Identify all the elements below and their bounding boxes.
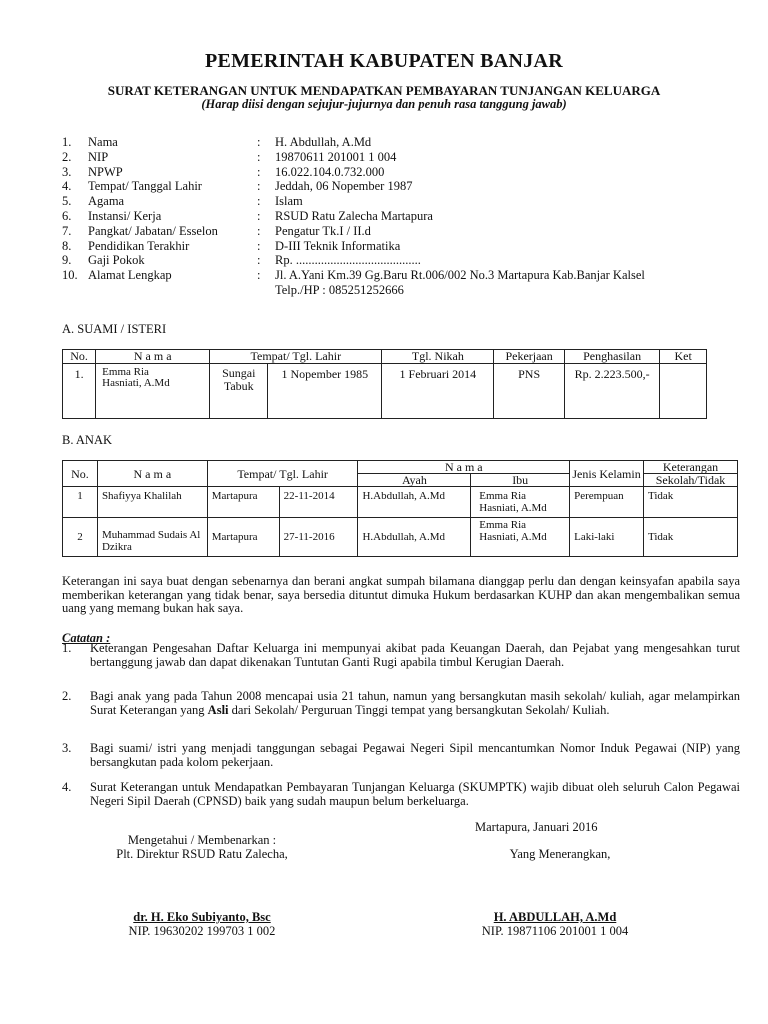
note-3: 3. Bagi suami/ istri yang menjadi tanggungan sebagai Pegawai Negeri Sipil mencantumkan Nomor Induk Pegawai (NIP) yang bersangkutan pada kolom pekerjaan. — [62, 741, 740, 769]
note-4: 4. Surat Keterangan untuk Mendapatkan Pembayaran Tunjangan Keluarga (SKUMPTK) wajib dibuat oleh seluruh Calon Pegawai Negeri Sipil Daerah (CPNSD) baik yang sudah maupun belum berkeluarga. — [62, 780, 740, 808]
left-name: dr. H. Eko Subiyanto, Bsc — [133, 910, 271, 924]
info-row-institution: 6. Instansi/ Kerja : RSUD Ratu Zalecha Martapura — [62, 208, 433, 223]
info-row-birth: 4. Tempat/ Tanggal Lahir : Jeddah, 06 Nopember 1987 — [62, 179, 413, 194]
signer-left — [62, 910, 342, 938]
info-row-religion: 5. Agama : Islam — [62, 194, 303, 209]
document-title: PEMERINTAH KABUPATEN BANJAR — [204, 50, 564, 72]
spouse-table — [62, 349, 707, 419]
info-row-salary: 9. Gaji Pokok : Rp. ........................................ — [62, 253, 421, 268]
col-ket: Ket — [660, 350, 707, 364]
left-line1: Mengetahui / Membenarkan : — [127, 833, 277, 847]
place-date: Martapura, Januari 2016 — [475, 820, 598, 834]
document-instruction: (Harap diisi dengan sejujur-jujurnya dan penuh rasa tanggung jawab) — [201, 97, 567, 111]
right-nip: NIP. 19871106 201001 1 004 — [481, 924, 629, 938]
children-heading: B. ANAK — [62, 433, 113, 447]
catatan-heading: Catatan : — [62, 631, 111, 645]
table-row: 1. Emma Ria Hasniati, A.Md Sungai Tabuk 1 Nopember 1985 1 Februari 2014 PNS Rp. 2.223.500,- — [63, 364, 707, 419]
table-row: 2 Muhammad Sudais Al Dzikra Martapura 27-11-2016 H.Abdullah, A.Md Emma Ria Hasniati, A.Md Laki-laki Tidak — [63, 518, 738, 557]
signer-right — [415, 910, 695, 938]
table-row: 1 Shafiyya Khalilah Martapura 22-11-2014 H.Abdullah, A.Md Emma Ria Hasniati, A.Md Perempuan Tidak — [63, 487, 738, 518]
col-pekerjaan: Pekerjaan — [494, 350, 565, 364]
spouse-heading: A. SUAMI / ISTERI — [62, 322, 167, 336]
note-2: 2. Bagi anak yang pada Tahun 2008 mencapai usia 21 tahun, namun yang bersangkutan masih sekolah/ kuliah, agar melampirkan Surat Keterangan yang Asli dari Sekolah/ Perguruan Tinggi tempat yang bersangkutan Sekolah/ Kuliah. — [62, 689, 740, 717]
signature-right — [420, 847, 700, 861]
children-table: No. N a m a Tempat/ Tgl. Lahir N a m a Jenis Kelamin Keterangan Ayah Ibu Sekolah/Tidak 1 Shafiyya Khalilah Martapura 22-11-2014 H.Abdullah, A.Md Emma Ria Hasniati, A.Md Perempuan Tidak 2 Muhammad Sudais Al Dzikra Martapura 27-11-2016 H.Abdullah, A.Md Emma Ria Hasniati, A.Md Laki-laki Tidak — [62, 460, 738, 557]
col-tempat-tgl: Tempat/ Tgl. Lahir — [210, 350, 382, 364]
col-tgl-nikah: Tgl. Nikah — [382, 350, 494, 364]
col-nama: N a m a — [96, 350, 210, 364]
spouse-table-header — [63, 350, 707, 364]
left-nip: NIP. 19630202 199703 1 002 — [128, 924, 276, 938]
children-table-header: No. N a m a Tempat/ Tgl. Lahir N a m a Jenis Kelamin Keterangan — [63, 461, 738, 474]
col-no: No. — [63, 350, 96, 364]
info-row-name: 1. Nama : H. Abdullah, A.Md — [62, 135, 372, 149]
document-subtitle: SURAT KETERANGAN UNTUK MENDAPATKAN PEMBAYARAN TUNJANGAN KELUARGA — [107, 83, 661, 98]
personal-info — [62, 135, 722, 298]
right-name: H. ABDULLAH, A.Md — [493, 910, 617, 924]
info-row-npwp: 3. NPWP : 16.022.104.0.732.000 — [62, 164, 385, 179]
info-row-address: 10. Alamat Lengkap : Jl. A.Yani Km.39 Gg.Baru Rt.006/002 No.3 Martapura Kab.Banjar Kalsel — [62, 268, 645, 283]
left-line2: Plt. Direktur RSUD Ratu Zalecha, — [116, 847, 288, 861]
signature-left — [62, 833, 342, 861]
col-penghasilan: Penghasilan — [564, 350, 659, 364]
info-row-phone: Telp./HP : 085251252666 — [275, 282, 404, 297]
note-1: 1. Keterangan Pengesahan Daftar Keluarga ini mempunyai akibat pada Keuangan Daerah, dan Pejabat yang mengesahkan turut bertanggung jawab dan dapat dikenakan Tuntutan Ganti Rugi apabila timbul Kerugian Daerah. — [62, 641, 740, 669]
right-line1: Yang Menerangkan, — [509, 847, 611, 861]
info-row-nip: 2. NIP : 19870611 201001 1 004 — [62, 149, 397, 164]
info-row-rank: 7. Pangkat/ Jabatan/ Esselon : Pengatur Tk.I / II.d — [62, 223, 371, 238]
info-row-education: 8. Pendidikan Terakhir : D-III Teknik Informatika — [62, 238, 401, 253]
statement-paragraph: Keterangan ini saya buat dengan sebenarnya dan berani angkat sumpah bilamana dianggap perlu dan dengan keinsyafan apabila saya memberikan keterangan yang tidak benar, saya bersedia dituntut dimuka Hukum berdasarkan KUHP dan akan mengembalikan semua uang yang memang bukan hak saya. — [62, 574, 740, 616]
